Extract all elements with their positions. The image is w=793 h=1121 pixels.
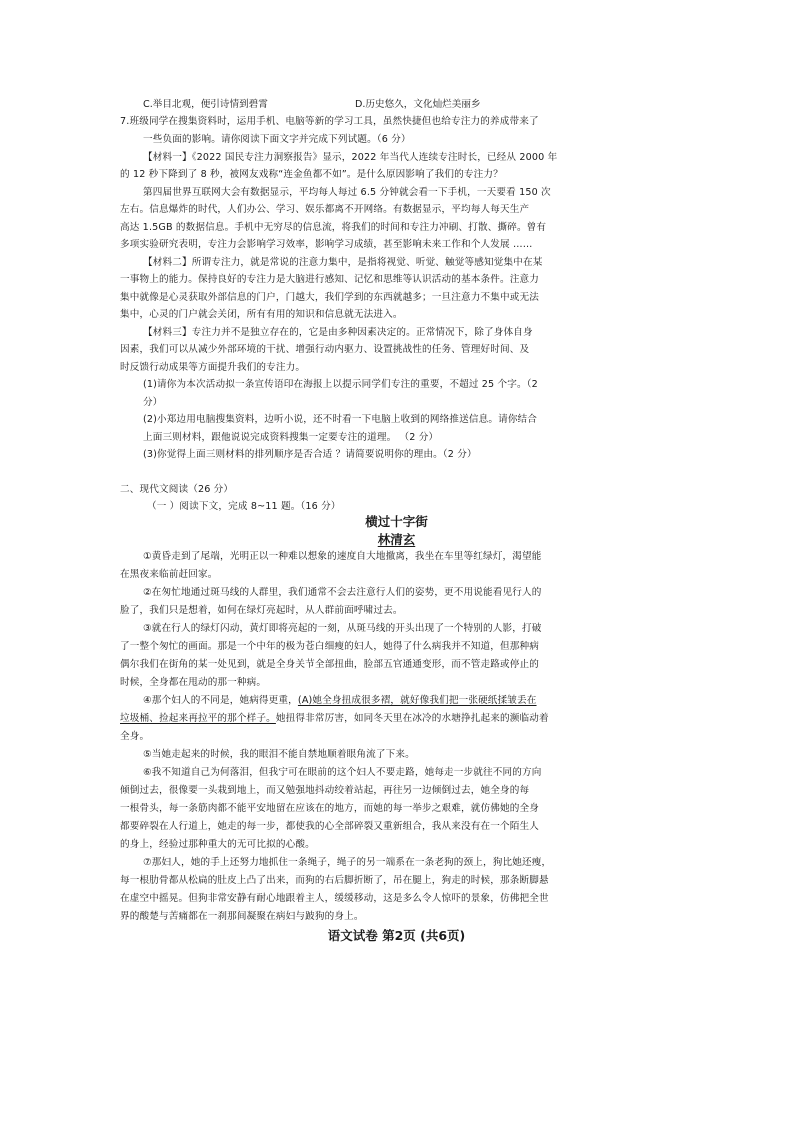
material1-line: 【材料一】《2022 国民专注力洞察报告》显示，2022 年当代人连续专注时长，已经从 2000 年	[143, 152, 558, 163]
material2-line: 集中，心灵的门户就会关闭，所有有用的知识和信息就无法进入。	[120, 309, 403, 320]
article-line: 倾倒过去，很像要一头栽到地上，而又勉强地抖动绞着站起，再往另一边倾倒过去，她全身的每	[120, 785, 530, 796]
q7-sub1-line: (1)请你为本次活动拟一条宣传语印在海报上以提示同学们专注的重要，不超过 25 个字。（2	[143, 379, 538, 390]
article-line: 全身。	[120, 731, 150, 742]
article-line: 的身上，经验过那种重大的无可比拟的心酸。	[120, 839, 315, 850]
article-line: 界的酸楚与苦痛都在一刹那间凝聚在病妇与跛狗的身上。	[120, 911, 364, 922]
article-line: ⑤当她走起来的时候，我的眼泪不能自禁地顺着眼角流了下来。	[143, 749, 415, 760]
q7-sub3-line: (3)你觉得上面三则材料的排列顺序是否合适 ？请简要说明你的理由。（2 分）	[143, 449, 477, 460]
article-line: 偶尔我们在街角的某一处见到，就是全身关节全部扭曲，脸部五官通通变形，而不管走路或停止的	[120, 659, 539, 670]
article-line: ⑥我不知道自己为何落泪，但我宁可在眼前的这个妇人不要走路，她每走一步就往不同的方向	[143, 767, 542, 778]
material3-line: 因素，我们可以从减少外部环境的干扰、增强行动内驱力、设置挑战性的任务、管理好时间、及	[120, 344, 530, 355]
article-line: 时候，全身都在甩动的那一种病。	[120, 677, 267, 688]
article-line: 脸了，我们只是想着，如何在绿灯亮起时，从人群前面呼啸过去。	[120, 605, 403, 616]
q7-sub1-line: 分）	[143, 397, 163, 408]
option-row	[143, 98, 663, 112]
material1-line: 左右。信息爆炸的时代，人们办公、学习、娱乐都离不开网络。有数据显示，平均每人每天生产	[120, 204, 530, 215]
option-d: D.历史悠久，文化灿烂美丽乡	[355, 99, 481, 110]
article-line: ③就在行人的绿灯闪动，黄灯即将亮起的一刻，从斑马线的开头出现了一个特别的人影，打破	[143, 623, 542, 634]
option-c: C.举目北观，便引诗情到碧霄	[143, 99, 268, 110]
article-line: ⑦那妇人，她的手上还努力地抓住一条绳子，绳子的另一端系在一条老狗的颈上，狗比她还瘦，	[143, 857, 552, 868]
article-title: 横过十字街	[365, 514, 428, 529]
article-line	[120, 712, 549, 726]
article-line: 在黑夜来临前赶回家。	[120, 569, 218, 580]
material2-line: 【材料二】所谓专注力，就是常说的注意力集中，是指将视觉、听觉、触觉等感知觉集中在某	[143, 257, 543, 268]
material3-line: 【材料三】专注力并不是独立存在的，它是由多种因素决定的。正常情况下，除了身体自身	[143, 327, 533, 338]
material1-line: 的 12 秒下降到了 8 秒，被网友戏称“连金鱼都不如”。是什么原因影响了我们的专注力？	[120, 169, 503, 180]
section-heading: 二、现代文阅读（26 分）	[120, 484, 234, 495]
article-text: 她扭得非常厉害，如同冬天里在冰冷的水塘挣扎起来的濒临动着	[275, 713, 549, 724]
article-line: 在虚空中摇晃。但狗非常安静有耐心地跟着主人，缓缓移动，这是多么令人惊吓的景象，仿佛把全世	[120, 893, 549, 904]
article-line: 一根骨头，每一条筋肉都不能平安地留在应该在的地方，而她的每一举步之艰难，就仿佛她的全身	[120, 803, 539, 814]
q7-line: 一些负面的影响。请你阅读下面文字并完成下列试题。（6 分）	[143, 134, 411, 145]
underlined-sentence-a-cont: 垃圾桶、捡起来再拉平的那个样子。	[120, 713, 276, 724]
subsection-heading: （一 ）阅读下文，完成 8~11 题。（16 分）	[147, 501, 341, 512]
material1-line: 第四届世界互联网大会有数据显示，平均每人每过 6.5 分钟就会看一下手机，一天要看 150 次	[143, 187, 551, 198]
q7-sub2-line: 上面三则材料，跟他说说完成资料搜集一定要专注的道理。 （2 分）	[143, 432, 439, 443]
material2-line: 集中就像是心灵获取外部信息的门户，门越大，我们学到的东西就越多；一旦注意力不集中或无法	[120, 292, 539, 303]
article-line: 了一整个匆忙的画面。那是一个中年的极为苍白细瘦的妇人，她得了什么病我并不知道，但那种病	[120, 641, 539, 652]
q7-sub2-line: (2)小郑边用电脑搜集资料，边听小说，还不时看一下电脑上收到的网络推送信息。请你结合	[143, 414, 538, 425]
material1-line: 高达 1.5GB 的数据信息。手机中无穷尽的信息流，将我们的时间和专注力冲刷、打散、撕碎。曾有	[120, 222, 547, 233]
page-footer: 语文试卷 第2页 (共6页)	[327, 928, 466, 943]
article-line: ②在匆忙地通过斑马线的人群里，我们通常不会去注意行人们的姿势，更不用说能看见行人的	[143, 587, 542, 598]
article-author-line	[0, 532, 793, 548]
material3-line: 时反馈行动成果等方面提升我们的专注力。	[120, 362, 306, 373]
q7-line: 7.班级同学在搜集资料时，运用手机、电脑等新的学习工具，虽然快捷但也给专注力的养成带来了	[120, 116, 539, 127]
article-author: 林清玄	[377, 532, 416, 547]
underlined-sentence-a: (A)她全身扭成很多褶，就好像我们把一张硬纸揉皱丢在	[297, 695, 537, 706]
article-line: 每一根肋骨都从松扁的肚皮上凸了出来，而狗的右后脚折断了，吊在腿上，狗走的时候，那条断脚悬	[120, 875, 549, 886]
material2-line: 一事物上的能力。保持良好的专注力是大脑进行感知、记忆和思维等认识活动的基本条件。注意力	[120, 274, 539, 285]
article-line	[143, 694, 537, 708]
material1-line: 多项实验研究表明，专注力会影响学习效率，影响学习成绩，甚至影响未来工作和个人发展 ……	[120, 239, 533, 250]
article-line: 都要碎裂在人行道上，她走的每一步，都使我的心全部碎裂又重新组合，我从来没有在一个陌生人	[120, 821, 539, 832]
article-line: ①黄昏走到了尾端，光明正以一种难以想象的速度自大地撤离，我坐在车里等红绿灯，渴望能	[143, 551, 542, 562]
article-text: ④那个妇人的不同是，她病得更重，	[143, 695, 298, 706]
